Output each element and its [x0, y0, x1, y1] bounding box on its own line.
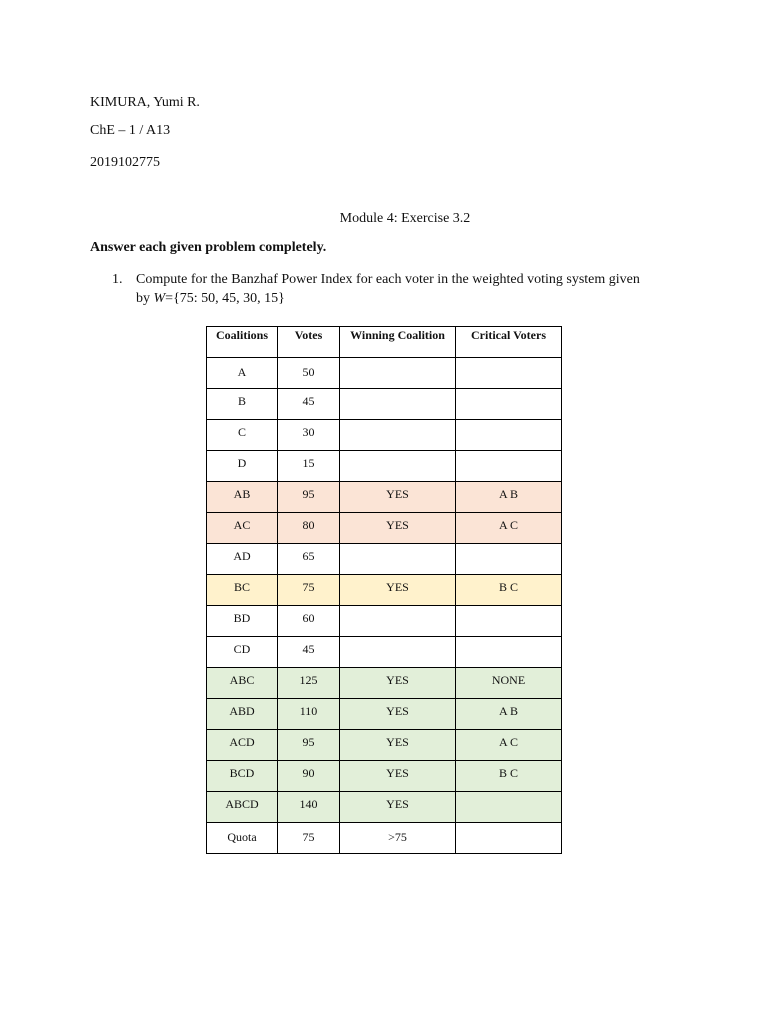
- cell-critical: NONE: [456, 668, 562, 699]
- author-name: KIMURA, Yumi R.: [90, 95, 200, 110]
- cell-critical: [456, 389, 562, 420]
- header-winning-coalition: Winning Coalition: [340, 327, 456, 358]
- cell-winning: YES: [340, 513, 456, 544]
- cell-coalition: BD: [207, 606, 278, 637]
- table-row: [207, 792, 562, 823]
- table-row: [207, 358, 562, 389]
- cell-critical: B C: [456, 575, 562, 606]
- cell-critical: A B: [456, 699, 562, 730]
- instruction-text: Answer each given problem completely.: [90, 240, 327, 255]
- cell-critical: A C: [456, 730, 562, 761]
- cell-votes: 50: [278, 358, 340, 389]
- cell-coalition: B: [207, 389, 278, 420]
- cell-votes: 110: [278, 699, 340, 730]
- cell-coalition: A: [207, 358, 278, 389]
- table-row: [207, 668, 562, 699]
- cell-coalition: Quota: [207, 823, 278, 854]
- cell-winning: YES: [340, 699, 456, 730]
- problem-line-1: Compute for the Banzhaf Power Index for each voter in the weighted voting system given: [136, 272, 640, 287]
- header-coalitions: Coalitions: [207, 327, 278, 358]
- cell-votes: 140: [278, 792, 340, 823]
- table-row: [207, 823, 562, 854]
- table-row: [207, 730, 562, 761]
- cell-coalition: ABD: [207, 699, 278, 730]
- cell-votes: 125: [278, 668, 340, 699]
- cell-winning: [340, 451, 456, 482]
- cell-winning: YES: [340, 668, 456, 699]
- cell-votes: 75: [278, 823, 340, 854]
- table-row: [207, 482, 562, 513]
- cell-votes: 30: [278, 420, 340, 451]
- table-row: [207, 389, 562, 420]
- cell-critical: [456, 823, 562, 854]
- problem-line-2-rest: ={75: 50, 45, 30, 15}: [165, 291, 285, 306]
- cell-winning: [340, 637, 456, 668]
- cell-coalition: D: [207, 451, 278, 482]
- cell-winning: [340, 389, 456, 420]
- cell-votes: 65: [278, 544, 340, 575]
- cell-critical: [456, 544, 562, 575]
- header-critical-voters: Critical Voters: [456, 327, 562, 358]
- cell-votes: 90: [278, 761, 340, 792]
- table-row: [207, 513, 562, 544]
- cell-votes: 80: [278, 513, 340, 544]
- problem-text: [136, 270, 692, 308]
- cell-winning: YES: [340, 761, 456, 792]
- cell-winning: [340, 358, 456, 389]
- cell-critical: [456, 792, 562, 823]
- cell-winning: YES: [340, 730, 456, 761]
- student-number: 2019102775: [90, 155, 160, 170]
- cell-coalition: BC: [207, 575, 278, 606]
- problem-number: 1.: [112, 272, 123, 287]
- cell-coalition: CD: [207, 637, 278, 668]
- cell-coalition: ABCD: [207, 792, 278, 823]
- problem-variable: W: [153, 291, 166, 306]
- cell-coalition: ABC: [207, 668, 278, 699]
- cell-coalition: ACD: [207, 730, 278, 761]
- table-row: [207, 420, 562, 451]
- cell-winning: [340, 606, 456, 637]
- cell-critical: [456, 451, 562, 482]
- cell-coalition: AC: [207, 513, 278, 544]
- course-section: ChE – 1 / A13: [90, 123, 171, 138]
- table-row: [207, 699, 562, 730]
- cell-votes: 45: [278, 389, 340, 420]
- cell-winning: [340, 420, 456, 451]
- document-title: Module 4: Exercise 3.2: [339, 211, 471, 226]
- cell-coalition: BCD: [207, 761, 278, 792]
- cell-winning: >75: [340, 823, 456, 854]
- cell-winning: YES: [340, 575, 456, 606]
- cell-critical: [456, 420, 562, 451]
- header-votes: Votes: [278, 327, 340, 358]
- table-row: [207, 575, 562, 606]
- cell-critical: [456, 637, 562, 668]
- problem-line-2-prefix: by: [136, 291, 154, 306]
- table-row: [207, 451, 562, 482]
- cell-critical: A B: [456, 482, 562, 513]
- table-row: [207, 606, 562, 637]
- cell-critical: [456, 358, 562, 389]
- table-row: [207, 761, 562, 792]
- problem-statement: [112, 270, 692, 308]
- table-row: [207, 637, 562, 668]
- cell-critical: B C: [456, 761, 562, 792]
- cell-coalition: AB: [207, 482, 278, 513]
- table-body: [207, 358, 562, 854]
- table-header-row: [207, 327, 562, 358]
- cell-votes: 45: [278, 637, 340, 668]
- cell-votes: 95: [278, 482, 340, 513]
- cell-votes: 60: [278, 606, 340, 637]
- cell-winning: [340, 544, 456, 575]
- cell-votes: 15: [278, 451, 340, 482]
- table-row: [207, 544, 562, 575]
- cell-critical: [456, 606, 562, 637]
- cell-votes: 95: [278, 730, 340, 761]
- cell-critical: A C: [456, 513, 562, 544]
- coalition-table: [206, 326, 562, 854]
- cell-coalition: C: [207, 420, 278, 451]
- cell-winning: YES: [340, 792, 456, 823]
- cell-votes: 75: [278, 575, 340, 606]
- cell-winning: YES: [340, 482, 456, 513]
- cell-coalition: AD: [207, 544, 278, 575]
